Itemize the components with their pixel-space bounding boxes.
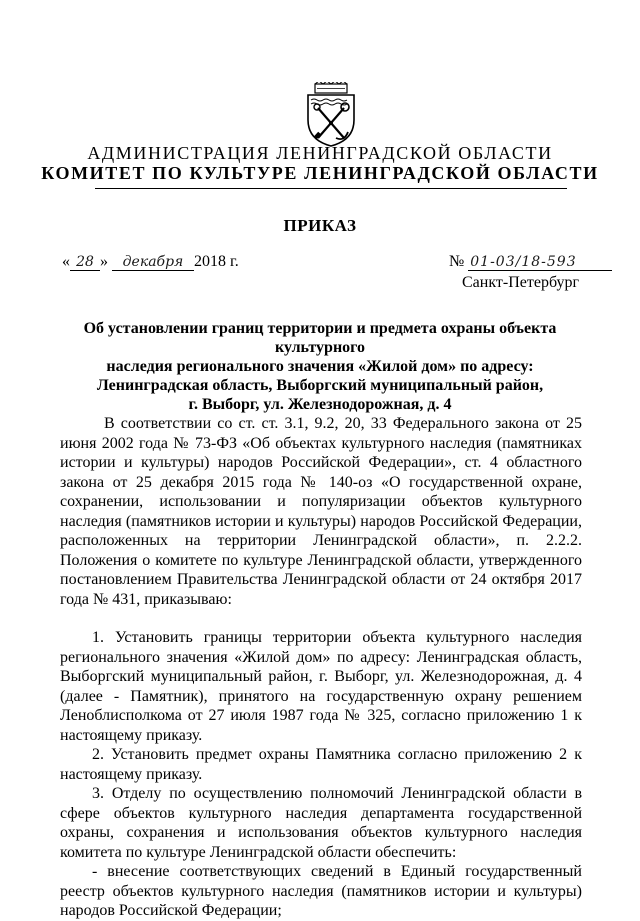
- item-3-paragraph: 3. Отделу по осуществлению полномочий Ленинградской области в сфере объектов культурного наследия департамента государственной охраны, сохранения и использования объектов культурного наследия комитета по культуре Ленинградской области обеспечить:: [60, 785, 582, 861]
- date-day-handwritten: 28: [70, 254, 100, 271]
- item-1-paragraph: 1. Установить границы территории объекта культурного наследия регионального значения «Жилой дом» по адресу: Ленинградская область, Выборгский муниципальный район, г. Выборг, ул. Железнодорожная, д. 4 (далее - Памятник), принятого на государственную охрану решением Леноблисполкома от 27 июля 1987 года № 325, согласно приложению 1 к настоящему приказу.: [60, 629, 582, 744]
- number-sign: №: [449, 253, 465, 270]
- item-2-paragraph: 2. Установить предмет охраны Памятника согласно приложению 2 к настоящему приказу.: [60, 746, 582, 783]
- subject-line: наследия регионального значения «Жилой дом» по адресу:: [106, 358, 534, 375]
- preamble-paragraph: В соответствии со ст. ст. 3.1, 9.2, 20, 33 Федерального закона от 25 июня 2002 года № 73-ФЗ «Об объектах культурного наследия (памятниках истории и культуры) народов Российской Федерации», ст. 4 областного закона от 25 декабря 2015 года № 140-оз «О государственной охране, сохранении, использовании и популяризации объектов культурного наследия (памятников истории и культуры) народов Российской Федерации, расположенных на территории Ленинградской области», п. 2.2.2. Положения о комитете по культуре Ленинградской области, утвержденного постановлением Правительства Ленинградской области от 24 октября 2017 года № 431, приказываю:: [60, 415, 582, 608]
- date-year: 2018 г.: [194, 253, 239, 270]
- order-subject: [60, 319, 580, 414]
- date-close-quote: »: [100, 253, 108, 270]
- committee-name: КОМИТЕТ ПО КУЛЬТУРЕ ЛЕНИНГРАДСКОЙ ОБЛАСТИ: [41, 163, 599, 183]
- order-number-handwritten: 01-03/18-593: [468, 254, 612, 271]
- order-date: [62, 253, 239, 271]
- header-divider: [95, 188, 567, 189]
- subject-line: Ленинградская область, Выборгский муниципальный район,: [96, 377, 544, 394]
- coat-of-arms-icon: [298, 82, 364, 148]
- order-title: ПРИКАЗ: [283, 216, 357, 235]
- item-3-subitem-paragraph: - внесение соответствующих сведений в Единый государственный реестр объектов культурного наследия (памятников истории и культуры) народов Российской Федерации;: [60, 863, 582, 919]
- subject-line: г. Выборг, ул. Железнодорожная, д. 4: [188, 396, 452, 413]
- organization-name: АДМИНИСТРАЦИЯ ЛЕНИНГРАДСКОЙ ОБЛАСТИ: [87, 143, 553, 163]
- order-body: [60, 414, 582, 921]
- subject-line: Об установлении границ территории и предмета охраны объекта культурного: [83, 320, 557, 356]
- date-open-quote: «: [62, 253, 70, 270]
- date-month-handwritten: декабря: [112, 254, 194, 271]
- order-number: [449, 253, 612, 271]
- order-city: Санкт-Петербург: [462, 274, 580, 291]
